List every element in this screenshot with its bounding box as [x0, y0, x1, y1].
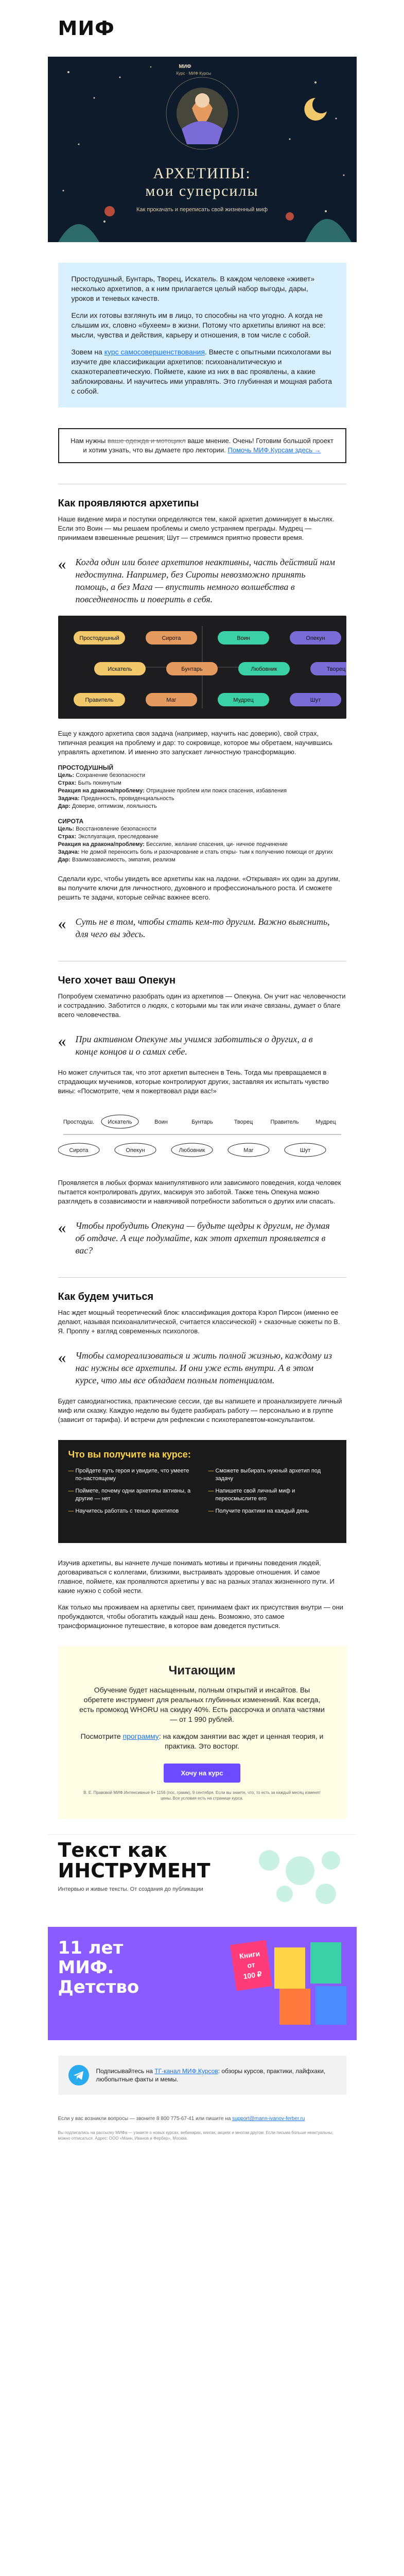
scheme-top-label: Искатель [107, 1119, 132, 1125]
diagram-label [94, 662, 146, 675]
price-line1: Книги [238, 1949, 260, 1960]
archetype-type-key: Страх: [58, 834, 77, 840]
features-title: Что вы получите на курсе: [68, 1449, 191, 1460]
intro-paragraph-2: Если их готовы взглянуть им в лицо, то способны на что угодно. А когда не слышим их, словно «бухеем» в жизни. Потому что архетипы влияют на все: мысли, чувства и действия, карьеру и отношения, в том числе с собой. [71, 311, 326, 339]
footer-contact-text: Если у вас возникли вопросы — звоните 8 800 775-67-41 или пишите на [58, 2116, 233, 2122]
quote-mark-icon: « [58, 914, 66, 933]
section2-paragraph-2: Но может случиться так, что этот архетип вытеснен в Тень. Тогда мы превращаемся в страдающих мучеников, которые контролируют других, заставляя их испытать чувство вины: «Посмотрите, чем я пожертвовал ради вас!» [58, 1069, 329, 1095]
archetype-type-line [58, 803, 346, 810]
archetype-type-key: Дар: [58, 857, 71, 863]
feature-item: — Пройдете путь героя и увидите, что умеете по-настоящему [68, 1467, 196, 1483]
diagram-label [290, 693, 341, 706]
features-box [58, 1440, 346, 1543]
archetype-type-value: Сохранение безопасности [74, 772, 146, 778]
intro-p3-post: . Вместе с опытными психологами вы изучите две классификации архетипов: психоаналитическую и сказкотерапевтическую. Поймете, какие из них в вас проявлены, а какие заблокированы. И научитесь ими управлять. Это глубинная и мощная работа с собой. [71, 348, 332, 395]
telegram-icon[interactable] [68, 2065, 89, 2086]
archetype-diagram-svg [58, 616, 346, 719]
cta-fine-print: В. Е. Правовой МИФ.Интенсивные 6+ 1156 (пос. грамм), 9 сентября. Если вы знаете, что, то есть за каждый месяц изменят цены. Все условия есть на странице курса. [83, 1790, 321, 1801]
diagram-label-text: Маг [166, 697, 177, 703]
archetype-type-value: Быть покинутым [76, 780, 121, 786]
diagram-label [218, 631, 269, 645]
diagram-label-text: Шут [310, 697, 321, 703]
archetype-type-line [58, 841, 346, 849]
scheme-top-label: Мудрец [315, 1119, 336, 1125]
footer-contact [58, 2115, 346, 2123]
section-title-caregiver: Чего хочет ваш Опекун [58, 975, 176, 986]
tg-pre: Подписывайтесь на [96, 2067, 155, 2075]
notice-post: ваше мнение. Очень! Готовим большой проект и хотим узнать, что вы думаете про лектории. [83, 437, 333, 454]
section1-paragraph-2: Еще у каждого архетипа своя задача (например, научить нас доверию), свой страх, типичная реакция на проблему и дар: то сокровище, которое мы обретаем, научившись управлять архетипом. И именно это запускает личностную трансформацию. [58, 730, 332, 756]
diagram-label-text: Бунтарь [181, 666, 203, 672]
section2-paragraph-1: Попробуем схематично разобрать один из архетипов — Опекуна. Он учит нас человечности и состраданию. Заботится о людях, с которыми мы так или иначе связаны, думает о благе всего человечества. [58, 992, 346, 1019]
hero-illustration [48, 57, 357, 242]
scheme-bottom-label: Любовник [179, 1147, 205, 1154]
notice-strike: ваше одежда и мотоцикл [107, 437, 186, 445]
archetype-type-line [58, 825, 346, 833]
diagram-label-text: Простодушный [79, 635, 119, 641]
quote-mark-icon: « [58, 1031, 66, 1050]
section3-paragraph-3: Изучив архетипы, вы начнете лучше понимать мотивы и причины поведения людей, договариваться с коллегами, близкими, выстраивать здоровые отношения. И самое главное, поймете, как проявляются архетипы у вас на разных этапах жизненного пути. И какие нужно с собой нести. [58, 1559, 335, 1595]
intro-p3-pre: Зовем на [71, 348, 104, 356]
hero-subtitle: Как прокачать и переписать свой жизненный миф [136, 207, 268, 213]
diagram-label [290, 631, 341, 645]
cta-b2-pre: Посмотрите [80, 1732, 123, 1740]
intro-paragraph-1: Простодушный, Бунтарь, Творец, Искатель. В каждом человеке «живет» несколько архетипов, а к ним прилагается целый набор выгоды, дары, уроков и теневых качеств. [71, 275, 315, 302]
diagram-label [310, 662, 346, 675]
diagram-label [166, 662, 218, 675]
quote-text: Чтобы самореализоваться и жить полной жизнью, каждому из нас нужны все архетипы. И они уже есть внутри. А в этом курсе, что мы все обладаем полным потенциалом. [75, 1350, 332, 1385]
cta-body-1: Обучение будет насыщенным, полным открытий и инсайтов. Вы обретете инструмент для реальных глубинных изменений. Как всегда, есть промокод WHORU на скидку 40%. Есть рассрочка и оплата частями — от 1 990 рублей. [79, 1686, 325, 1723]
banner2-title-line1: 11 лет [58, 1938, 124, 1958]
section3-paragraph-4: Как только мы проживаем на архетипы свет, принимаем факт их присутствия внутри — они пробуждаются, чтобы обогатить каждый наш день. Возможно, это самое трансформационное путешествие, в которое вам доведется пуститься. [58, 1603, 344, 1630]
email-footer [58, 2110, 346, 2141]
archetype-type-line [58, 795, 346, 803]
hero-title [48, 165, 357, 200]
intro-paragraph-3 [72, 347, 333, 396]
cta-body-2 [79, 1732, 326, 1751]
cta-b2-post: : на каждом занятии вас ждет и ценная теория, и практика. Это восторг. [159, 1732, 324, 1750]
archetype-scheme-svg [58, 1106, 346, 1168]
notice-pre: Нам нужны [71, 437, 108, 445]
brand-logo[interactable]: МИФ [58, 17, 115, 40]
feature-item: — Сможете выбирать нужный архетип под задачу [208, 1467, 336, 1483]
feature-item: — Поймете, почему одни архетипы активны, а другие — нет [68, 1487, 196, 1503]
banner1-dots-illustration [254, 1845, 346, 1907]
scheme-bottom-label: Маг [243, 1147, 254, 1154]
scheme-top-label: Простодуш. [63, 1119, 94, 1125]
section2-paragraph-3: Проявляется в любых формах манипулятивного или зависимого поведения, когда человек пытается контролировать других, маскируя это заботой. Также тень Опекуна можно разглядеть в созависимости и навязчивой потребности заботиться о других или спасать. [58, 1179, 341, 1205]
enroll-button[interactable]: Хочу на курс [164, 1764, 241, 1783]
survey-notice [58, 428, 346, 463]
archetype-type-value: Доверие, оптимизм, лояльность [70, 803, 157, 809]
section1-paragraph-1: Наше видение мира и поступки определяются тем, какой архетип доминирует в мыслях. Если это Воин — мы решаем проблемы и смело устраняем преграды. Мудрец — принимаем взвешенные решения; Шут — стремимся приятно провести время. [58, 515, 335, 541]
features-columns [68, 1467, 336, 1520]
feature-item: — Научитесь работать с тенью архетипов [68, 1507, 196, 1515]
archetype-type-key: Задача: [58, 795, 80, 802]
diagram-label-text: Опекун [305, 635, 325, 641]
diagram-label-text: Правитель [85, 697, 113, 703]
diagram-label [218, 693, 269, 706]
archetype-type-title: ПРОСТОДУШНЫЙ [58, 764, 114, 771]
archetype-type-key: Реакция на дракона/проблему: [58, 788, 145, 794]
scheme-top-label: Воин [154, 1119, 168, 1125]
quote-text: При активном Опекуне мы учимся заботиться о других, а в конце концов и о самих себе. [75, 1034, 313, 1057]
feature-item: — Получите практики на каждый день [208, 1507, 336, 1515]
archetype-type-key: Задача: [58, 849, 80, 855]
archetype-type-value: Преданность, провиденциальность [79, 795, 174, 802]
archetype-type-value: Восстановление безопасности [74, 826, 156, 832]
archetype-type-line [58, 787, 346, 795]
banner2-title [58, 1938, 139, 1997]
section3-paragraph-1: Нас ждет мощный теоретический блок: классификация доктора Кэрол Пирсон (именно ее делают, называя психоаналитической, считается классической) + сказочные сюжеты по В. Я. Проппу + взгляд современных психологов. [58, 1309, 340, 1335]
banner1-title-line1: Текст как [58, 1839, 167, 1861]
email-container [48, 0, 357, 2162]
quote-block [58, 1349, 346, 1386]
archetype-type-value: Взаимозависимость, эмпатия, реализм [70, 857, 175, 863]
archetype-type-line [58, 856, 346, 864]
archetype-diagram [58, 616, 346, 719]
diagram-label-text: Творец [326, 666, 345, 672]
hero-title-line2: мои суперсилы [145, 182, 259, 199]
books-illustration [269, 1937, 352, 2030]
scheme-top-label: Бунтарь [191, 1119, 213, 1125]
hero-brand: МИФ [179, 64, 191, 70]
scheme-bottom-label: Сирота [68, 1147, 89, 1154]
price-line3: 100 ₽ [242, 1970, 262, 1981]
archetype-type-line [58, 849, 346, 856]
email-header [48, 0, 357, 57]
quote-block [58, 556, 346, 605]
scheme-bottom-label: Опекун [125, 1147, 145, 1154]
scheme-top-label: Правитель [270, 1119, 298, 1125]
features-list-2 [208, 1467, 336, 1520]
cta-title: Читающим [168, 1664, 236, 1677]
footer-fine-print: Вы подписались на рассылку МИФа — узнаете о новых курсах, вебинарах, книгах, акциях и многом другом. Если письма больше неактуальны, можно отписаться. Адрес: ООО «Манн, Иванов и Фербер», Москва. [58, 2130, 333, 2141]
telegram-link[interactable]: ТГ-канал МИФ.Курсов [154, 2067, 218, 2075]
diagram-label-text: Любовник [251, 666, 277, 672]
archetype-type-key: Страх: [58, 780, 77, 786]
price-tag [230, 1940, 272, 1991]
section1-paragraph-3: Сделали курс, чтобы увидеть все архетипы как на ладони. «Открывая» их один за другим, вы получите ключи для личностного, духовного и профессионального роста. И сможете решить те задачи, которые сейчас важнее всего. [58, 875, 340, 901]
diagram-label [146, 631, 197, 645]
telegram-promo [58, 2056, 346, 2095]
scheme-bottom-label: Шут [300, 1147, 310, 1154]
diagram-label [238, 662, 290, 675]
section-title-archetypes: Как проявляются архетипы [58, 498, 199, 509]
archetype-type-key: Дар: [58, 803, 71, 809]
bottom-spacer [48, 2141, 357, 2162]
hero-title-line1: АРХЕТИПЫ: [153, 165, 251, 182]
features-list-1 [68, 1467, 196, 1520]
diagram-label [74, 631, 125, 645]
archetype-type-key: Реакция на дракона/проблему: [58, 841, 145, 848]
section-title-learning: Как будем учиться [58, 1291, 154, 1302]
hero-authors: Курс · МИФ Курсы [176, 71, 212, 76]
program-link[interactable]: программу [122, 1732, 159, 1740]
telegram-text [96, 2067, 336, 2083]
archetype-type-line [58, 833, 346, 841]
intro-box [58, 263, 346, 408]
banner1-subtitle: Интервью и живые тексты. От создания до публикации [58, 1886, 203, 1892]
archetype-scheme [58, 1106, 346, 1168]
quote-block [58, 916, 346, 940]
quote-mark-icon: « [58, 554, 66, 573]
scheme-top-label: Творец [234, 1119, 253, 1125]
banner2-title-line3: Детство [58, 1977, 139, 1997]
diagram-label-text: Искатель [107, 666, 132, 672]
diagram-label [146, 693, 197, 706]
quote-block [58, 1219, 346, 1257]
archetype-type-value: Не домой переносить боль и разочарование и стать откры- тым к получению помощи от других [79, 849, 333, 855]
archetype-type-value: Эксплуатация, преследование [76, 834, 159, 840]
quote-block [58, 1033, 346, 1058]
cta-box [58, 1646, 346, 1819]
archetype-type-value: Бессилие, желание спасения, ци- ничное подчинение [144, 841, 288, 848]
banner2-title-line2: МИФ. [58, 1957, 114, 1978]
quote-text: Когда один или более архетипов неактивны, часть действий нам недоступна. Например, без Сироты невозможно принять помощь, а без Мага — впустить немного волшебства в повседневность и поверить в себя. [75, 557, 335, 604]
archetype-type-line [58, 772, 346, 779]
support-email-link[interactable]: support@mann-ivanov-ferber.ru [232, 2116, 305, 2122]
diagram-label-text: Сирота [161, 635, 181, 641]
tg-post: : обзоры курсов, практики, лайфхаки, любопытные факты и мемы. [96, 2067, 326, 2083]
quote-mark-icon: « [58, 1218, 66, 1236]
text-tool-banner[interactable] [48, 1834, 357, 1922]
price-line2: от [246, 1960, 255, 1970]
feature-item: — Напишете свой личный миф и переосмыслите его [208, 1487, 336, 1503]
archetype-type-key: Цель: [58, 826, 75, 832]
kids-books-banner[interactable] [48, 1927, 357, 2040]
archetype-types [58, 764, 346, 864]
section3-paragraph-2: Будет самодиагностика, практические сессии, где вы напишете и проанализируете личный миф или сказку. Каждую неделю вы будете разбирать работу — персонально и в группе (зависит от тарифа). И встречи для рефлексии с психотерапевтом-консультантом. [58, 1397, 342, 1423]
banner1-title-line2: ИНСТРУМЕНТ [58, 1859, 210, 1882]
archetype-type-title: СИРОТА [58, 818, 84, 825]
diagram-label [74, 693, 125, 706]
quote-text: Чтобы пробудить Опекуна — будьте щедры к другим, не думая об отдаче. А еще подумайте, как этот архетип проявляется в вас? [75, 1221, 330, 1256]
course-link[interactable]: курс самосовершенствования [104, 348, 205, 356]
divider [58, 1277, 346, 1278]
archetype-type-value: Отрицание проблем или поиск спасения, избавления [144, 788, 287, 794]
archetype-type-key: Цель: [58, 772, 75, 778]
hero-banner[interactable] [48, 57, 357, 242]
diagram-label-text: Воин [236, 635, 250, 641]
archetype-type-line [58, 779, 346, 787]
quote-mark-icon: « [58, 1348, 66, 1366]
diagram-label-text: Мудрец [233, 697, 254, 703]
banner1-title [58, 1840, 210, 1881]
telegram-plane-icon [68, 2065, 89, 2086]
survey-link[interactable]: Помочь МИФ.Курсам здесь → [227, 446, 321, 454]
quote-text: Суть не в том, чтобы стать кем-то другим. Важно выяснить, для чего вы здесь. [75, 917, 330, 939]
